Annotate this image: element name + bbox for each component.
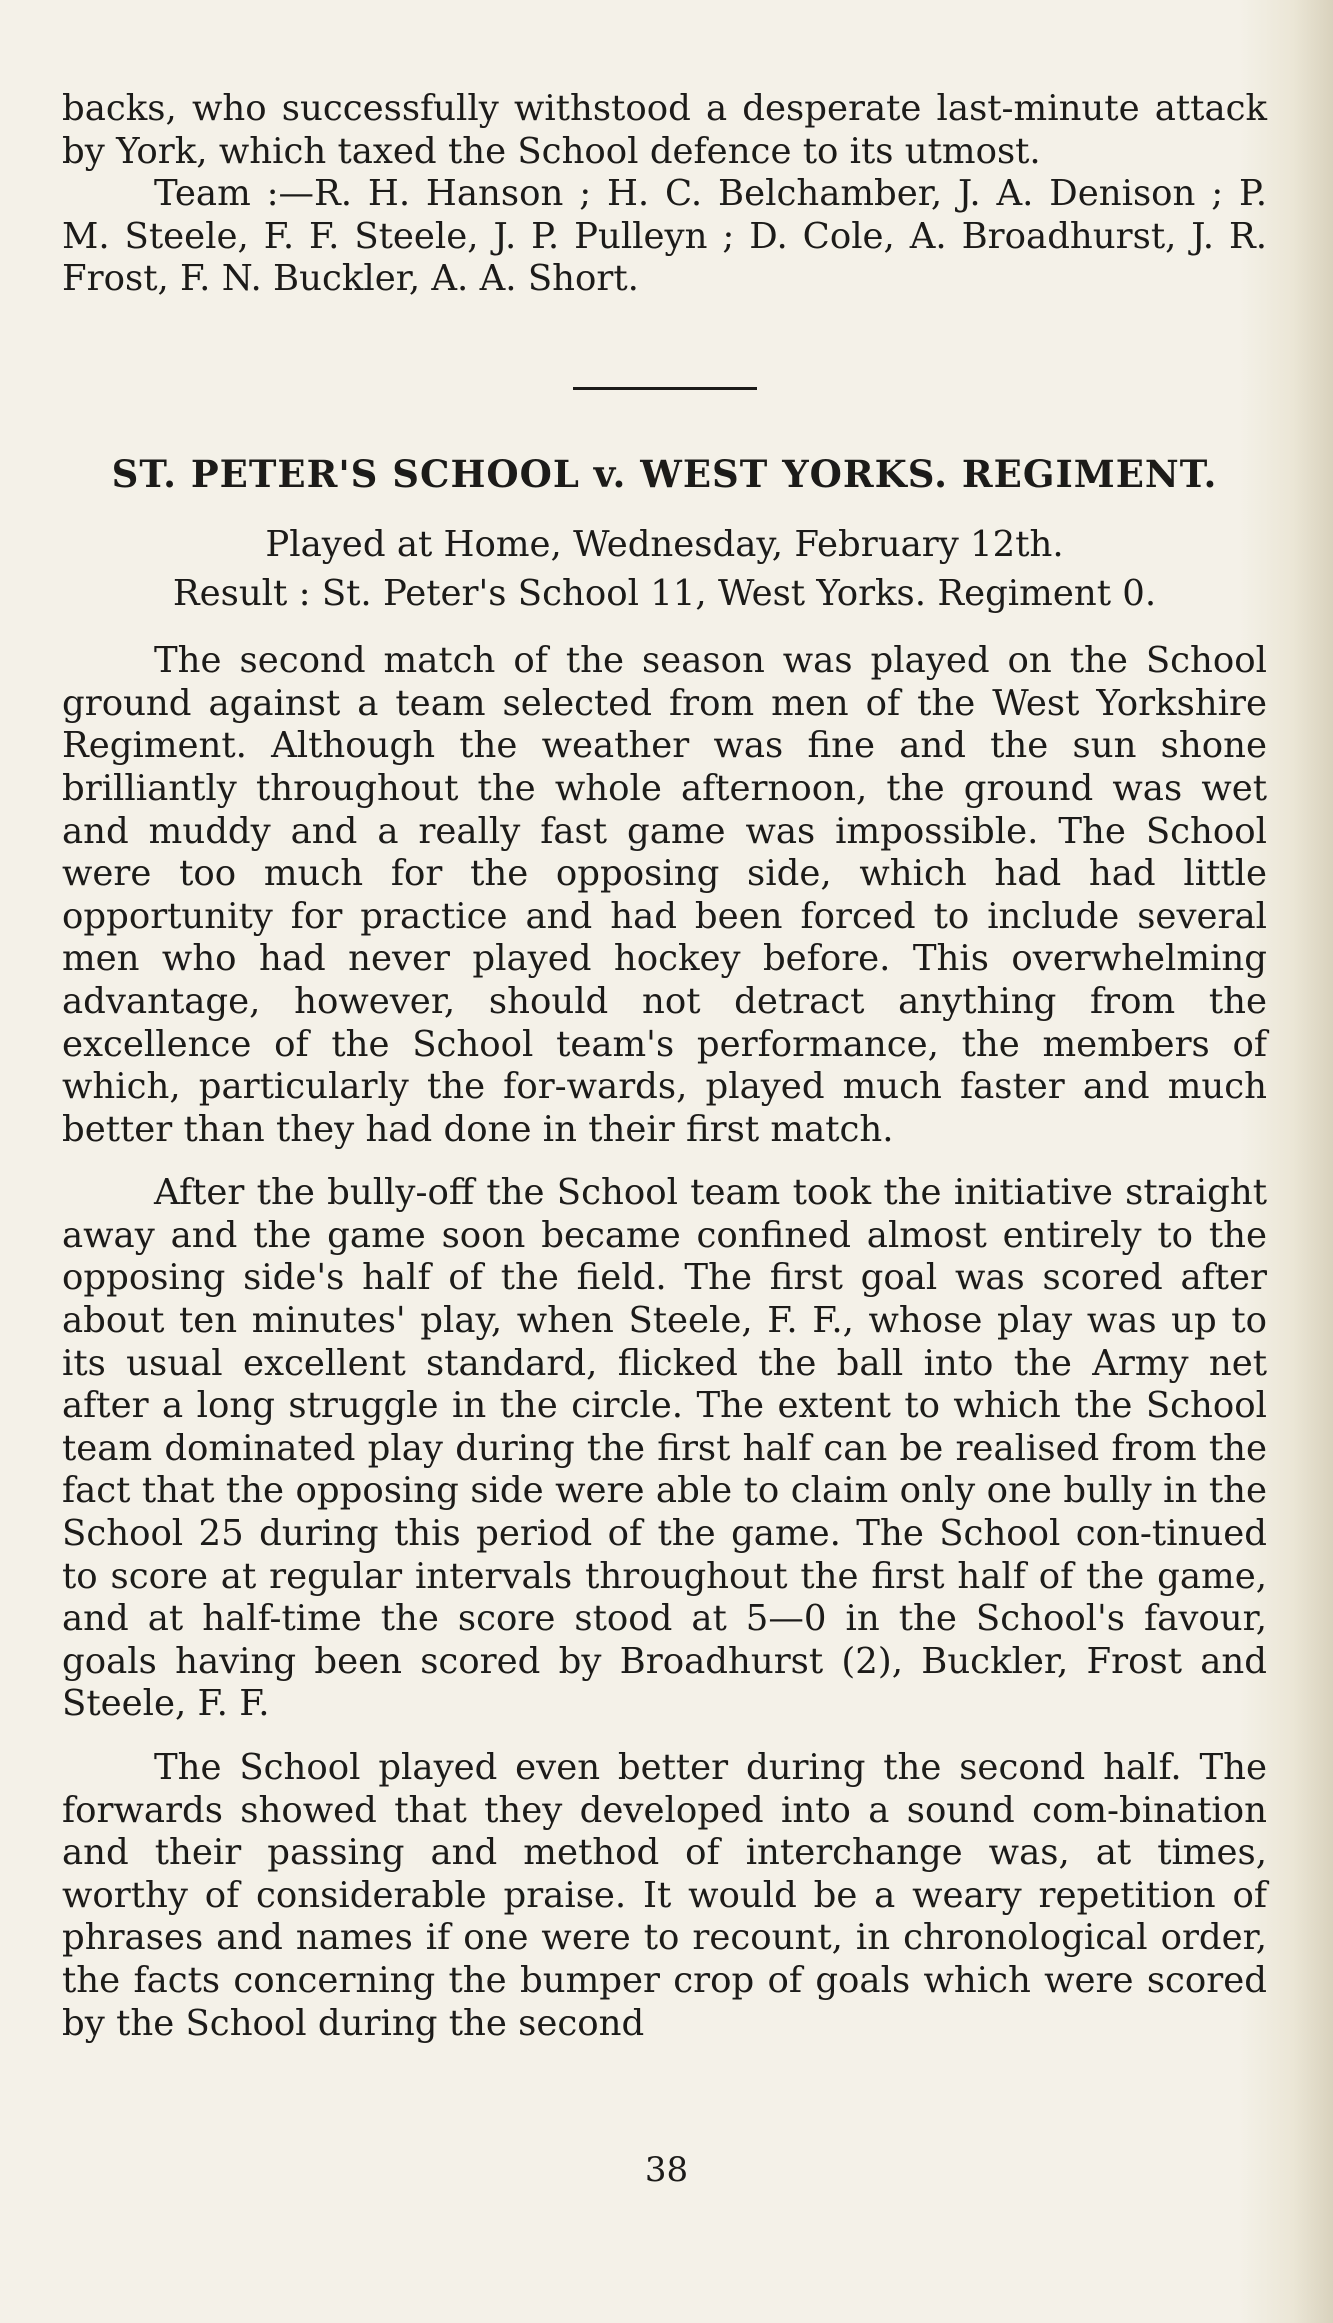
report-paragraph-1: The second match of the season was played on the School ground against a team selected from men of the West Yorkshire Regiment. Although the weather was fine and the sun shone brilliantly throughout the whole afternoon, the ground was wet and muddy and a really fast game was impossible. The School were too much for the opposing side, which had had little opportunity for practice and had been forced to include several men who had never played hockey before. This overwhelming advantage, however, should not detract anything from the excellence of the School team's performance, the members of which, particularly the for-wards, played much faster and much better than they had done in their first match.: [62, 640, 1267, 1150]
match-result: Result : St. Peter's School 11, West Yorks. Regiment 0.: [172, 572, 1157, 614]
report-paragraph-2: After the bully-off the School team took the initiative straight away and the game soon became confined almost entirely to the opposing side's half of the field. The first goal was scored after about ten minutes' play, when Steele, F. F., whose play was up to its usual excellent standard, flicked the ball into the Army net after a long struggle in the circle. The extent to which the School team dominated play during the first half can be realised from the fact that the opposing side were able to claim only one bully in the School 25 during this period of the game. The School con-tinued to score at regular intervals throughout the first half of the game, and at half-time the score stood at 5—0 in the School's favour, goals having been scored by Broadhurst (2), Buckler, Frost and Steele, F. F.: [62, 1172, 1267, 1725]
page-content: [62, 88, 1267, 2045]
page-number: 38: [644, 2150, 689, 2190]
report-paragraph-3: The School played even better during the second half. The forwards showed that they developed into a sound com-bination and their passing and method of interchange was, at times, worthy of considerable praise. It would be a weary repetition of phrases and names if one were to recount, in chronological order, the facts concerning the bumper crop of goals which were scored by the School during the second: [62, 1747, 1267, 2044]
team-list: Team :—R. H. Hanson ; H. C. Belchamber, J. A. Denison ; P. M. Steele, F. F. Steele, J. P. Pulleyn ; D. Cole, A. Broadhurst, J. R. Frost, F. N. Buckler, A. A. Short.: [62, 173, 1267, 300]
section-divider: [573, 387, 757, 390]
match-heading: ST. PETER'S SCHOOL v. WEST YORKS. REGIMENT.: [111, 451, 1218, 496]
opening-paragraph: backs, who successfully withstood a desperate last-minute attack by York, which taxed the School defence to its utmost.: [62, 88, 1267, 172]
match-venue-date: Played at Home, Wednesday, February 12th.: [265, 523, 1064, 565]
